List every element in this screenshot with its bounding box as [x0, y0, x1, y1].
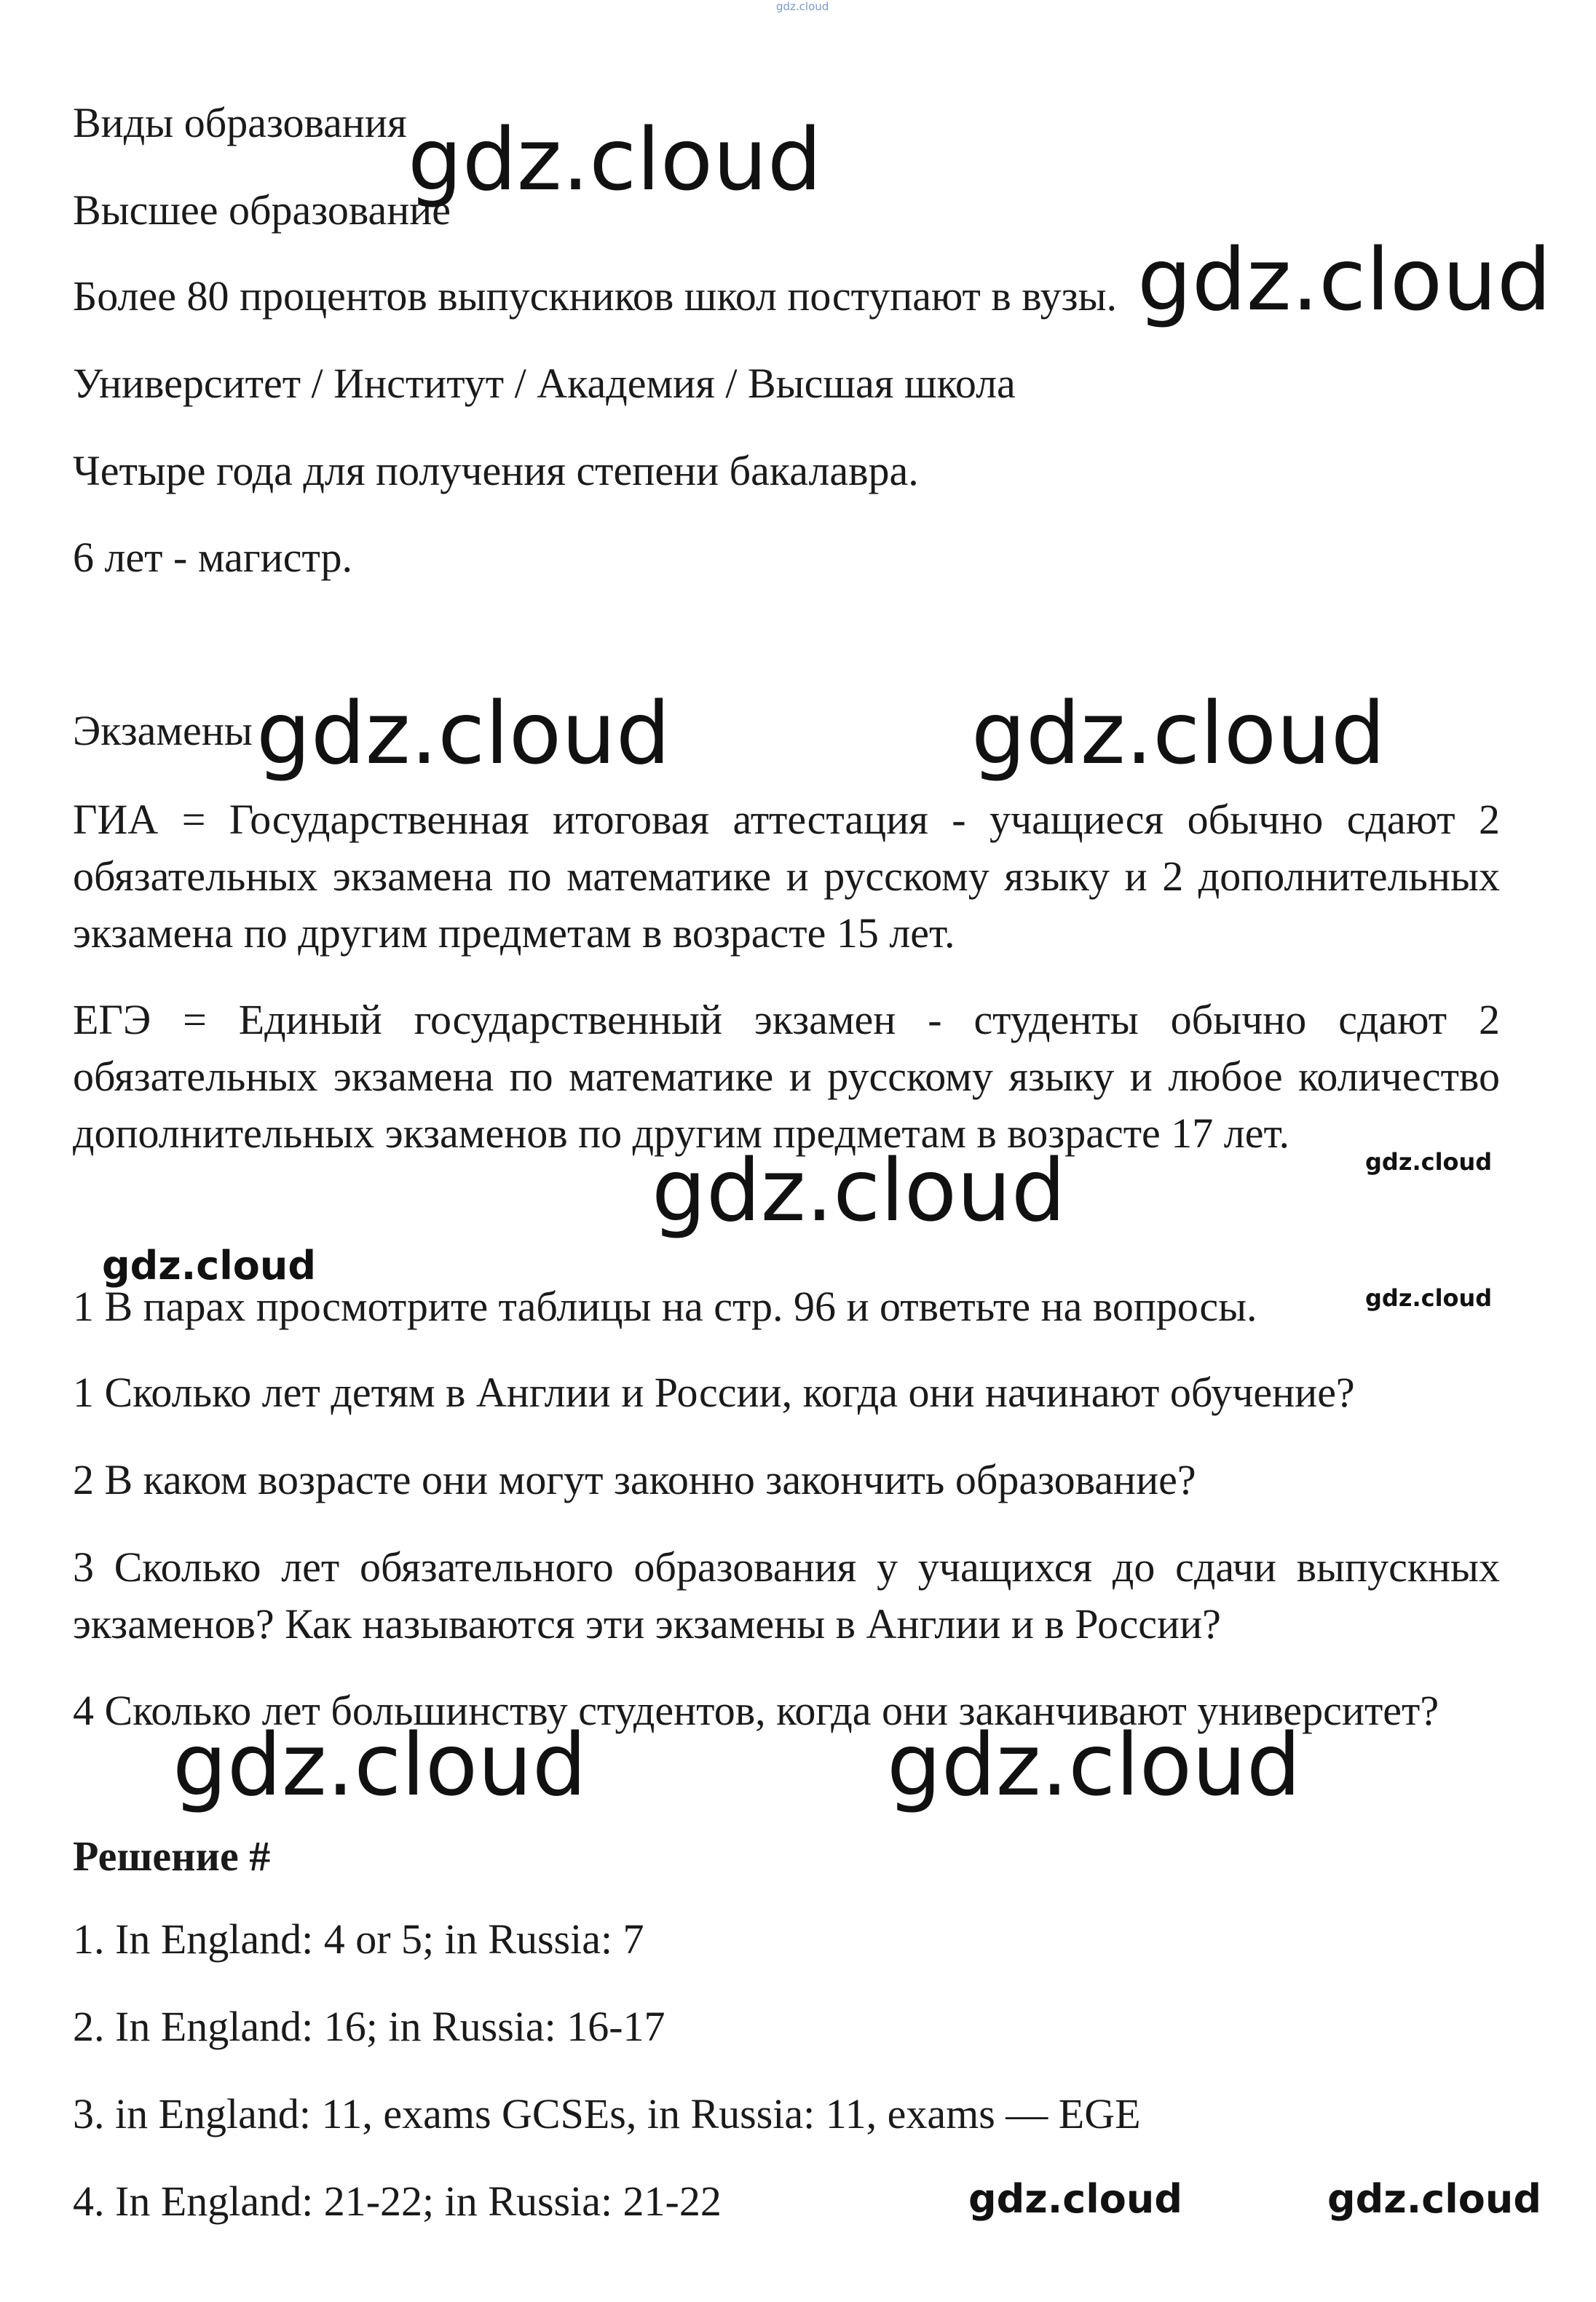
- solution-heading: Решение #: [73, 1832, 271, 1880]
- watermark: gdz.cloud: [968, 2176, 1182, 2222]
- watermark: gdz.cloud: [173, 1714, 587, 1815]
- question-item: 1 Сколько лет детям в Англии и России, когда они начинают обучение?: [73, 1369, 1355, 1416]
- watermark: gdz.cloud: [887, 1714, 1301, 1815]
- text-line: Университет / Институт / Академия / Высшая школа: [73, 360, 1016, 407]
- watermark: gdz.cloud: [256, 683, 671, 783]
- watermark: gdz.cloud: [1365, 1284, 1493, 1312]
- task-title: 1 В парах просмотрите таблицы на стр. 96 и ответьте на вопросы.: [73, 1283, 1257, 1330]
- paragraph-gia: ГИА = Государственная итоговая аттестация - учащиеся обычно сдают 2 обязательных экзамена по математике и русскому языку и 2 дополнительных экзамена по другим предметам в возрасте 15 лет.: [73, 796, 1500, 957]
- question-item: 4 Сколько лет большинству студентов, когда они заканчивают университет?: [73, 1687, 1439, 1734]
- section-subheading-higher: Высшее образование: [73, 186, 451, 234]
- watermark: gdz.cloud: [1365, 1148, 1493, 1176]
- answer-item: 2. In England: 16; in Russia: 16-17: [73, 2003, 665, 2050]
- question-item: 2 В каком возрасте они могут законно закончить образование?: [73, 1456, 1196, 1503]
- watermark: gdz.cloud: [1327, 2176, 1541, 2222]
- section-heading-exams: Экзамены: [73, 707, 253, 754]
- section-heading-types: Виды образования: [73, 99, 407, 146]
- answer-item: 3. in England: 11, exams GCSEs, in Russia: 11, exams — EGE: [73, 2090, 1141, 2137]
- watermark: gdz.cloud: [1137, 229, 1552, 330]
- watermark: gdz.cloud: [971, 683, 1386, 783]
- question-item: 3 Сколько лет обязательного образования у учащихся до сдачи выпускных экзаменов? Как называются эти экзамены в Англии и в России?: [73, 1543, 1500, 1648]
- text-line: Четыре года для получения степени бакалавра.: [73, 447, 919, 494]
- text-line: 6 лет - магистр.: [73, 534, 353, 581]
- answer-item: 4. In England: 21-22; in Russia: 21-22: [73, 2178, 722, 2225]
- answer-item: 1. In England: 4 or 5; in Russia: 7: [73, 1915, 644, 1963]
- text-line: Более 80 процентов выпускников школ поступают в вузы.: [73, 272, 1118, 320]
- watermark: gdz.cloud: [102, 1243, 316, 1289]
- watermark: gdz.cloud: [408, 109, 822, 210]
- watermark: gdz.cloud: [652, 1140, 1066, 1241]
- watermark-top: gdz.cloud: [776, 0, 829, 13]
- paragraph-ege: ЕГЭ = Единый государственный экзамен - студенты обычно сдают 2 обязательных экзамена по математике и русскому языку и любое количество дополнительных экзаменов по другим предметам в возрасте 17 лет.: [73, 996, 1500, 1157]
